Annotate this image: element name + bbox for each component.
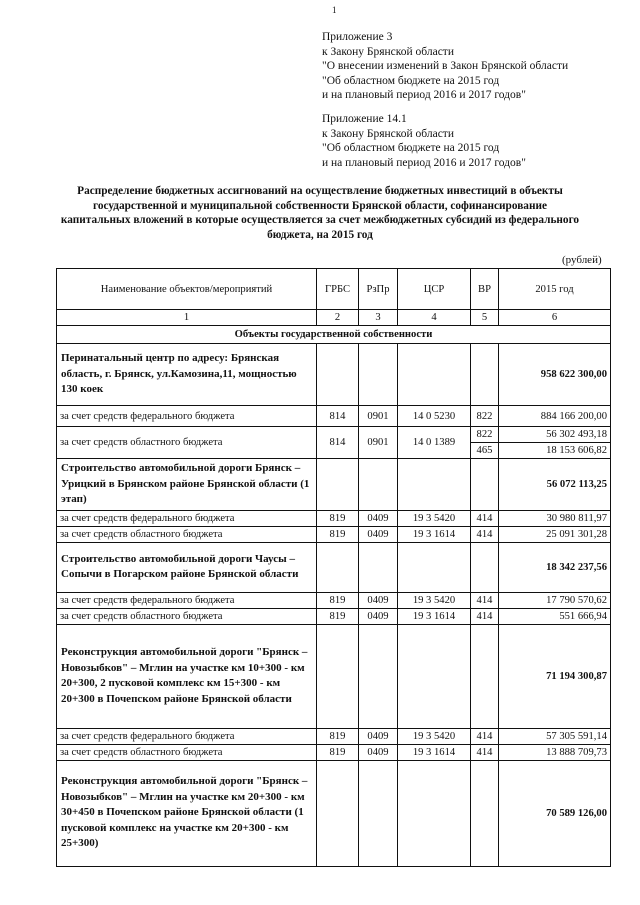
row-name: за счет средств областного бюджета [57,526,317,542]
annex-14-line: к Закону Брянской области [322,127,454,140]
annex-3-line: "О внесении изменений в Закон Брянской области [322,60,569,72]
column-number-row [57,310,611,326]
row-amount: 884 166 200,00 [499,406,611,427]
row-amount: 30 980 811,97 [499,510,611,526]
row-vr: 822 [471,427,499,443]
object-name: Строительство автомобильной дороги Чаусы – Сопычи в Погарском районе Брянской области [57,542,317,592]
row-name: за счет средств федерального бюджета [57,728,317,744]
page-number: 1 [332,5,337,15]
object-total: 18 342 237,56 [499,542,611,592]
row-amount: 18 153 606,82 [499,443,611,459]
annex-3-header [322,30,568,103]
row-csr: 19 3 5420 [398,510,471,526]
annex-3-line: к Закону Брянской области [322,45,454,58]
annex-14-line: и на плановый период 2016 и 2017 годов" [322,156,526,169]
annex-3-line: и на плановый период 2016 и 2017 годов" [322,89,526,101]
annex-3-line: Приложение 3 [322,31,393,43]
object-name: Реконструкция автомобильной дороги "Брянск – Новозыбков" – Мглин на участке км 10+300 - км 20+300, 2 пусковой комплекс км 15+300 - км 20+300 в Почепском районе Брянской области [57,624,317,728]
row-rzpr: 0409 [359,728,398,744]
table-row [57,608,611,624]
unit-label: (рублей) [562,254,602,266]
row-grbs: 819 [317,526,359,542]
row-amount: 25 091 301,28 [499,526,611,542]
row-grbs: 819 [317,510,359,526]
row-csr: 19 3 1614 [398,744,471,760]
table-row [57,510,611,526]
row-vr: 414 [471,744,499,760]
table-row [57,592,611,608]
row-amount: 57 305 591,14 [499,728,611,744]
object-name: Перинатальный центр по адресу: Брянская область, г. Брянск, ул.Камозина,11, мощностью 130 коек [57,344,317,406]
annex-14-header [322,112,526,170]
group-row [57,326,611,344]
col-number: 3 [359,310,398,326]
row-csr: 19 3 5420 [398,728,471,744]
row-vr: 414 [471,728,499,744]
row-vr: 414 [471,526,499,542]
object-row [57,760,611,866]
header-vr: ВР [471,269,499,310]
object-name: Реконструкция автомобильной дороги "Брянск – Новозыбков" – Мглин на участке км 20+300 - км 30+450 в Почепском районе Брянской области (1 пусковой комплекс на участке км 20+300 - км 25+300) [57,760,317,866]
col-number: 1 [57,310,317,326]
object-row [57,344,611,406]
table-row [57,427,611,443]
row-grbs: 814 [317,406,359,427]
row-csr: 19 3 1614 [398,526,471,542]
object-total: 70 589 126,00 [499,760,611,866]
row-vr: 822 [471,406,499,427]
header-grbs: ГРБС [317,269,359,310]
row-amount: 17 790 570,62 [499,592,611,608]
row-rzpr: 0901 [359,406,398,427]
row-name: за счет средств областного бюджета [57,608,317,624]
row-csr: 19 3 1614 [398,608,471,624]
row-rzpr: 0409 [359,592,398,608]
header-csr: ЦСР [398,269,471,310]
row-name: за счет средств федерального бюджета [57,592,317,608]
object-total: 56 072 113,25 [499,459,611,511]
row-name: за счет средств федерального бюджета [57,406,317,427]
row-name: за счет средств областного бюджета [57,744,317,760]
row-grbs: 819 [317,744,359,760]
group-title: Объекты государственной собственности [57,326,611,344]
row-rzpr: 0901 [359,427,398,459]
annex-3-line: "Об областном бюджете на 2015 год [322,74,500,87]
table-row [57,406,611,427]
table-row [57,728,611,744]
header-year: 2015 год [499,269,611,310]
annex-14-line: "Об областном бюджете на 2015 год [322,142,500,154]
budget-table [56,268,611,867]
row-csr: 14 0 5230 [398,406,471,427]
col-number: 6 [499,310,611,326]
row-rzpr: 0409 [359,510,398,526]
row-vr: 414 [471,592,499,608]
object-total: 958 622 300,00 [499,344,611,406]
table-header-row [57,269,611,310]
row-rzpr: 0409 [359,526,398,542]
row-amount: 13 888 709,73 [499,744,611,760]
object-total: 71 194 300,87 [499,624,611,728]
object-row [57,542,611,592]
col-number: 2 [317,310,359,326]
row-rzpr: 0409 [359,608,398,624]
row-csr: 14 0 1389 [398,427,471,459]
row-vr: 414 [471,510,499,526]
row-grbs: 819 [317,592,359,608]
row-rzpr: 0409 [359,744,398,760]
row-grbs: 819 [317,608,359,624]
row-name: за счет средств областного бюджета [57,427,317,459]
row-csr: 19 3 5420 [398,592,471,608]
document-title: Распределение бюджетных ассигнований на осуществление бюджетных инвестиций в объекты государственной и муниципальной собственности Брянской области, софинансирование капитальных вложений в которые осуществляется за счет межбюджетных субсидий из федерального бюджета, на 2015 год [60,185,580,241]
row-vr: 414 [471,608,499,624]
col-number: 4 [398,310,471,326]
header-name: Наименование объектов/мероприятий [57,269,317,310]
object-row [57,624,611,728]
row-amount: 56 302 493,18 [499,427,611,443]
object-row [57,459,611,511]
header-rzpr: РзПр [359,269,398,310]
row-vr: 465 [471,443,499,459]
table-row [57,744,611,760]
row-amount: 551 666,94 [499,608,611,624]
row-grbs: 819 [317,728,359,744]
row-name: за счет средств федерального бюджета [57,510,317,526]
object-name: Строительство автомобильной дороги Брянск – Урицкий в Брянском районе Брянской области (1 этап) [57,459,317,511]
annex-14-line: Приложение 14.1 [322,113,407,125]
row-grbs: 814 [317,427,359,459]
table-row [57,526,611,542]
col-number: 5 [471,310,499,326]
